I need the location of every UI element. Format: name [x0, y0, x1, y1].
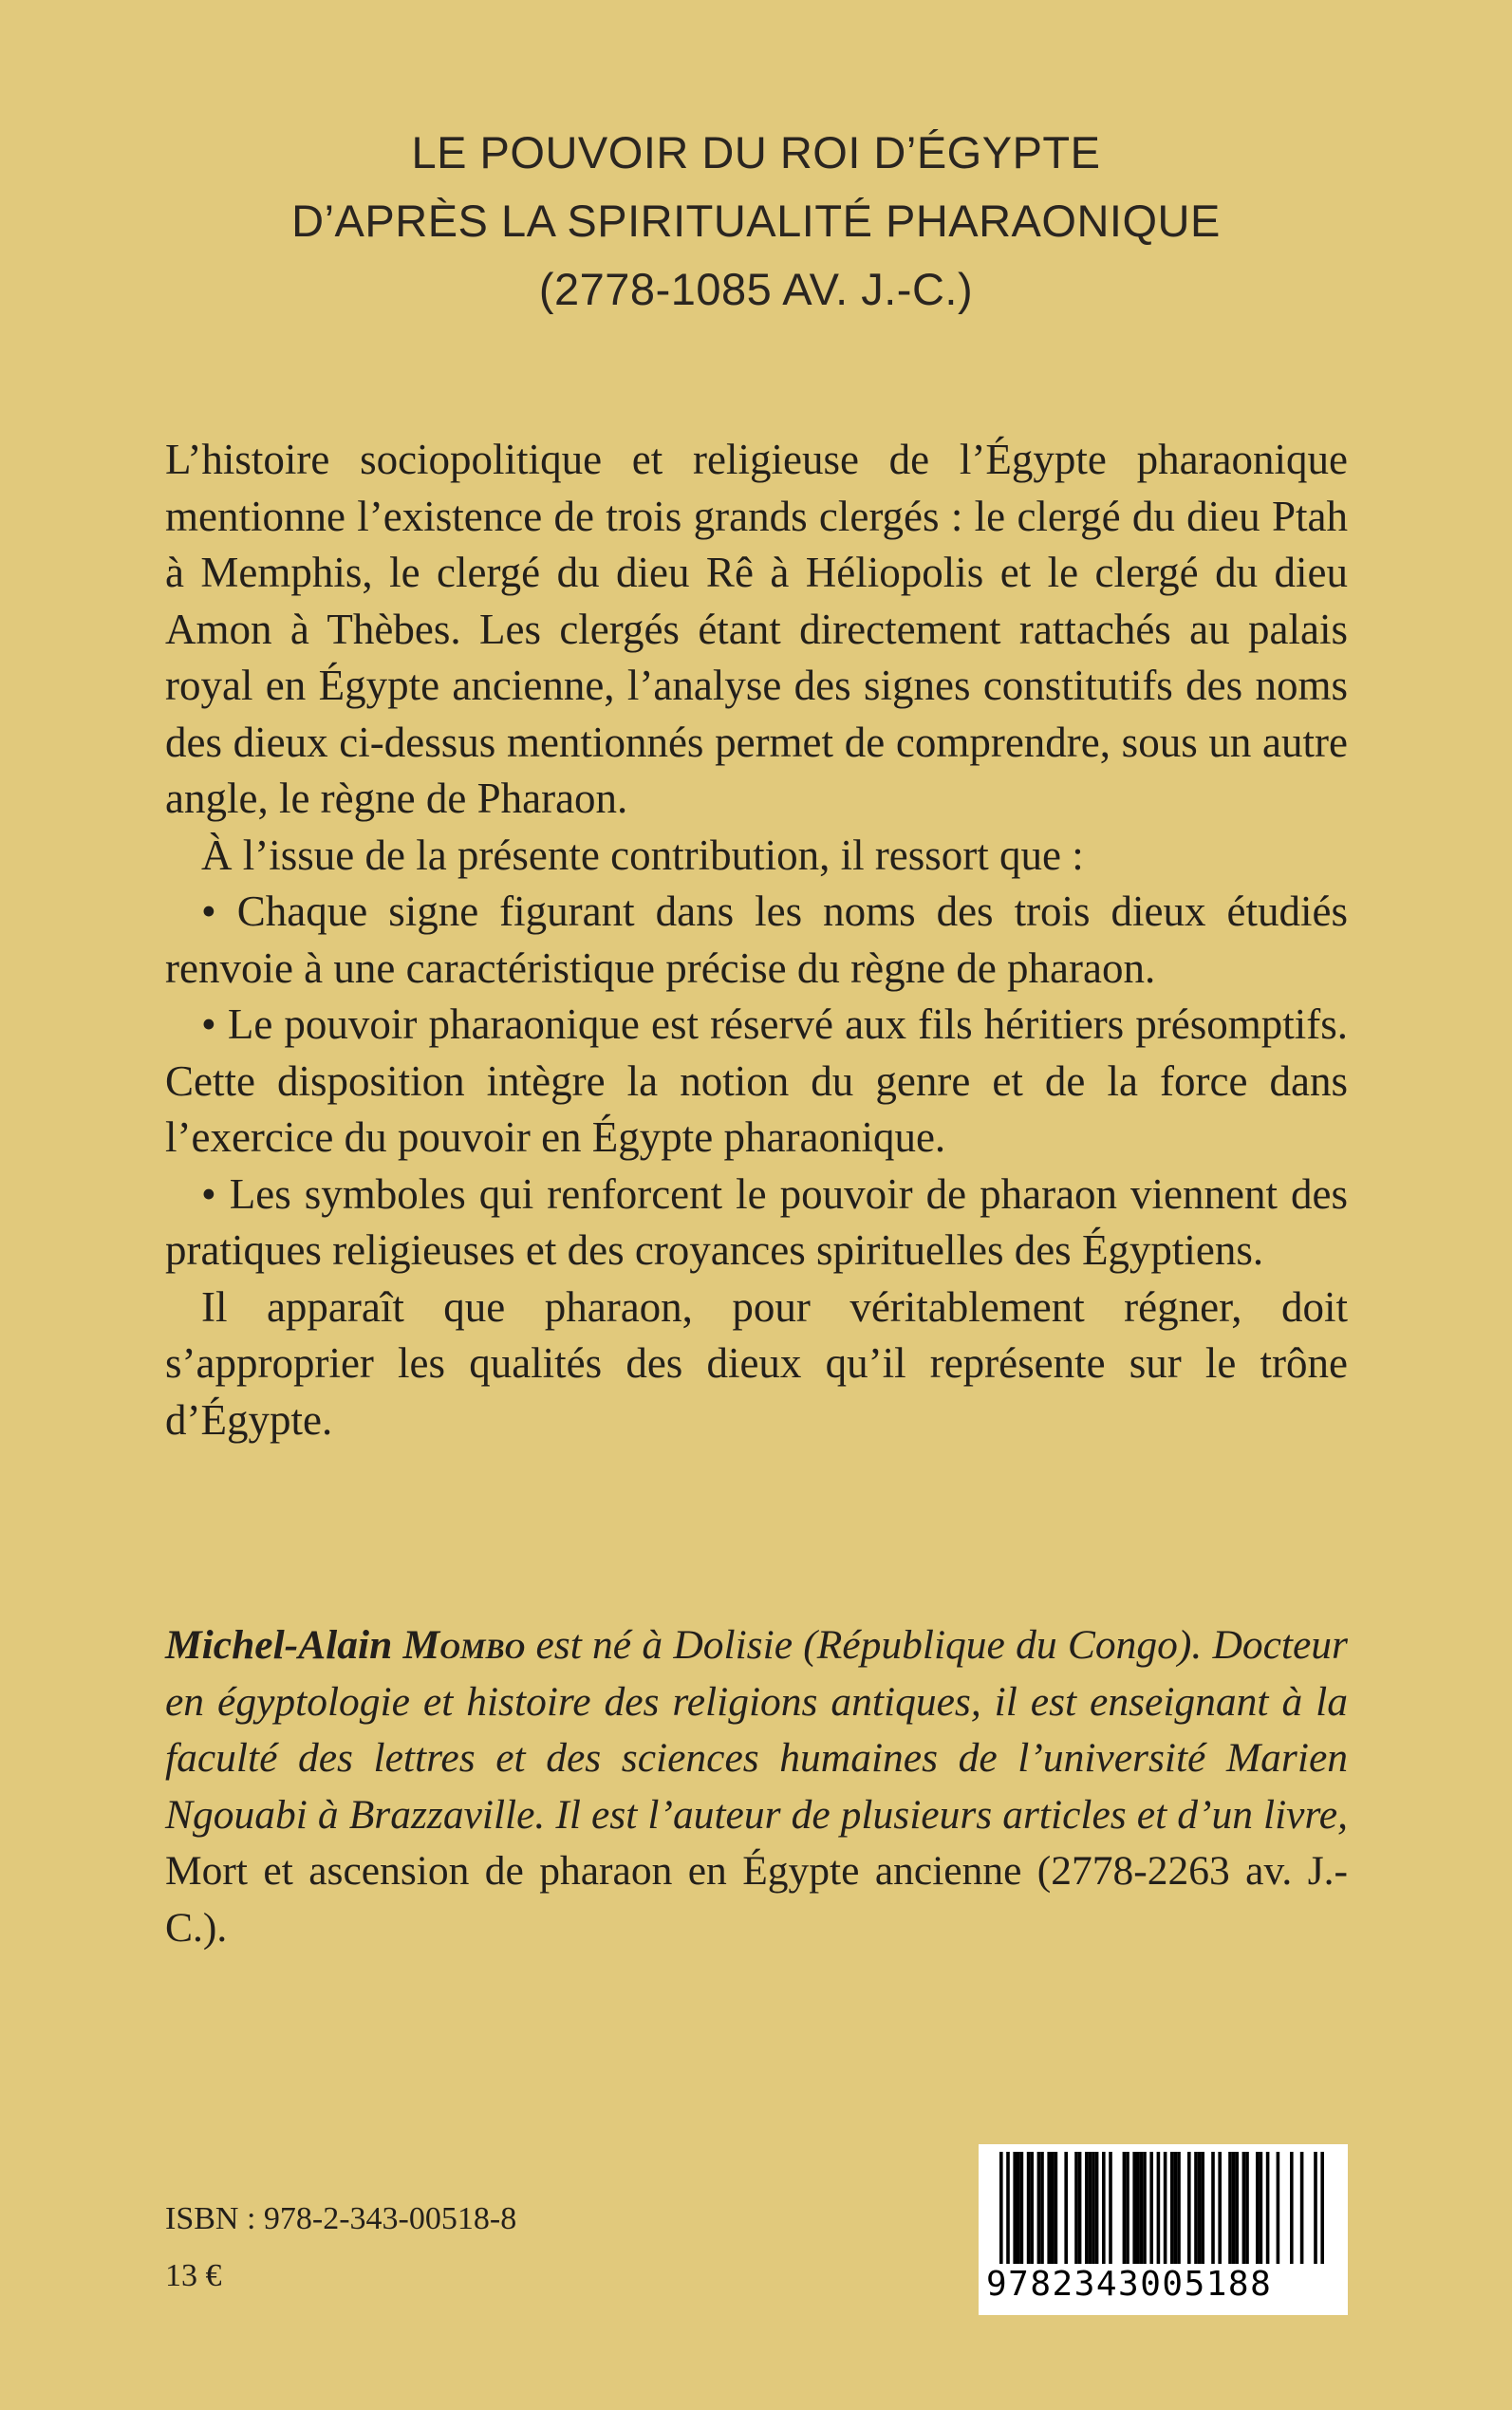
barcode-bar [1064, 2152, 1068, 2264]
summary-bullet-2: • Le pouvoir pharaonique est réservé aux fils héritiers présomptifs. Cette disposition intègre la notion du genre et de la force dans l’exercice du pouvoir en Égypte pharaonique. [165, 1000, 1348, 1161]
author-last-name: Mombo [402, 1622, 526, 1668]
barcode-bar [1027, 2152, 1031, 2264]
bio-text: est né à Dolisie (République du Congo). Docteur en égyptologie et histoire des religions antiques, il est enseignant à la faculté des lettres et des sciences humaines de l’université Marien Ngouabi à Brazzaville. Il est l’auteur de plusieurs articles et d’un livre, [165, 1622, 1348, 1838]
barcode-bar [1047, 2152, 1051, 2264]
barcode-bar [1174, 2152, 1178, 2264]
barcode-bar [1149, 2152, 1153, 2264]
price-label: 13 € [165, 2258, 222, 2293]
barcode-bar [1074, 2152, 1078, 2264]
barcode-bar [1300, 2152, 1304, 2264]
author-first-name: Michel-Alain [165, 1622, 393, 1668]
title-line-1: LE POUVOIR DU ROI D’ÉGYPTE [411, 127, 1101, 177]
barcode-bar [1177, 2152, 1181, 2264]
barcode-bar [1170, 2152, 1174, 2264]
barcode-bar [1132, 2152, 1136, 2264]
barcode-bar [1126, 2152, 1129, 2264]
barcode-bar [999, 2152, 1003, 2264]
title-line-2: D’APRÈS LA SPIRITUALITÉ PHARAONIQUE [291, 196, 1221, 246]
author-name [165, 1622, 525, 1668]
barcode-bar [1218, 2152, 1222, 2264]
barcode-bar [1242, 2152, 1246, 2264]
barcode-bar [1006, 2152, 1010, 2264]
barcode-bar [1037, 2152, 1041, 2264]
barcode-bar [1123, 2152, 1127, 2264]
bio-book-title: Mort et ascension de pharaon en Égypte ancienne (2778-2263 av. J.-C.). [165, 1848, 1348, 1951]
summary-bullet-3: • Les symboles qui renforcent le pouvoir de pharaon viennent des pratiques religieuses et des croyances spirituelles des Égyptiens. [165, 1169, 1348, 1274]
barcode-bar [1314, 2152, 1317, 2264]
barcode-bars-icon [979, 2144, 1348, 2268]
title-line-3: (2778-1085 AV. J.-C.) [538, 264, 974, 314]
barcode-bar [1164, 2152, 1167, 2264]
barcode-bar [1109, 2152, 1112, 2264]
barcode-bar [1320, 2152, 1324, 2264]
barcode-bar [1228, 2152, 1232, 2264]
barcode-bar [1078, 2152, 1082, 2264]
barcode-digits: 9782343005188 [986, 2265, 1273, 2304]
summary-paragraph-2: À l’issue de la présente contribution, il ressort que : [201, 831, 1084, 879]
barcode-bar [1235, 2152, 1239, 2264]
barcode-bar [1157, 2152, 1161, 2264]
barcode-bar [1198, 2152, 1202, 2264]
barcode-bar [1277, 2152, 1280, 2264]
barcode-bar [1201, 2152, 1204, 2264]
barcode-bar [1102, 2152, 1106, 2264]
isbn-label: ISBN : 978-2-343-00518-8 [165, 2201, 517, 2236]
barcode-bar [1194, 2152, 1198, 2264]
barcode-bar [1245, 2152, 1249, 2264]
summary-paragraph-1: L’histoire sociopolitique et religieuse de l’Égypte pharaonique mentionne l’existence de trois grands clergés : le clergé du dieu Ptah à Memphis, le clergé du dieu Rê à Héliopolis et le clergé du dieu Amon à Thèbes. Les clergés étant directement rattachés au palais royal en Égypte ancienne, l’analyse des signes constitutifs des noms des dieux ci-dessus mentionnés permet de comprendre, sous un autre angle, le règne de Pharaon. [165, 436, 1348, 822]
barcode-bar [1290, 2152, 1294, 2264]
barcode [979, 2144, 1348, 2315]
barcode-bar [1140, 2152, 1144, 2264]
barcode-bar [1030, 2152, 1034, 2264]
barcode-bar [1055, 2152, 1058, 2264]
barcode-bar [1232, 2152, 1236, 2264]
barcode-bar [1256, 2152, 1260, 2264]
barcode-bar [1095, 2152, 1099, 2264]
summary-text [165, 432, 1348, 1448]
barcode-bar [1040, 2152, 1044, 2264]
barcode-bar [1092, 2152, 1095, 2264]
barcode-bar [1085, 2152, 1089, 2264]
barcode-bar [1187, 2152, 1191, 2264]
barcode-bar [1211, 2152, 1215, 2264]
summary-bullet-1: • Chaque signe figurant dans les noms des trois dieux étudiés renvoie à une caractéristique précise du règne de pharaon. [165, 887, 1348, 992]
barcode-bar [1017, 2152, 1020, 2264]
barcode-bar [1089, 2152, 1092, 2264]
barcode-bar [1013, 2152, 1017, 2264]
barcode-bar [1136, 2152, 1140, 2264]
barcode-bar [1020, 2152, 1024, 2264]
barcode-bar [1266, 2152, 1270, 2264]
barcode-bar [1051, 2152, 1055, 2264]
barcode-bar [1260, 2152, 1263, 2264]
summary-paragraph-3: Il apparaît que pharaon, pour véritablement régner, doit s’approprier les qualités des dieux qu’il représente sur le trône d’Égypte. [165, 1282, 1348, 1444]
book-title [0, 119, 1512, 324]
barcode-bar [1143, 2152, 1147, 2264]
author-bio [165, 1617, 1348, 1956]
